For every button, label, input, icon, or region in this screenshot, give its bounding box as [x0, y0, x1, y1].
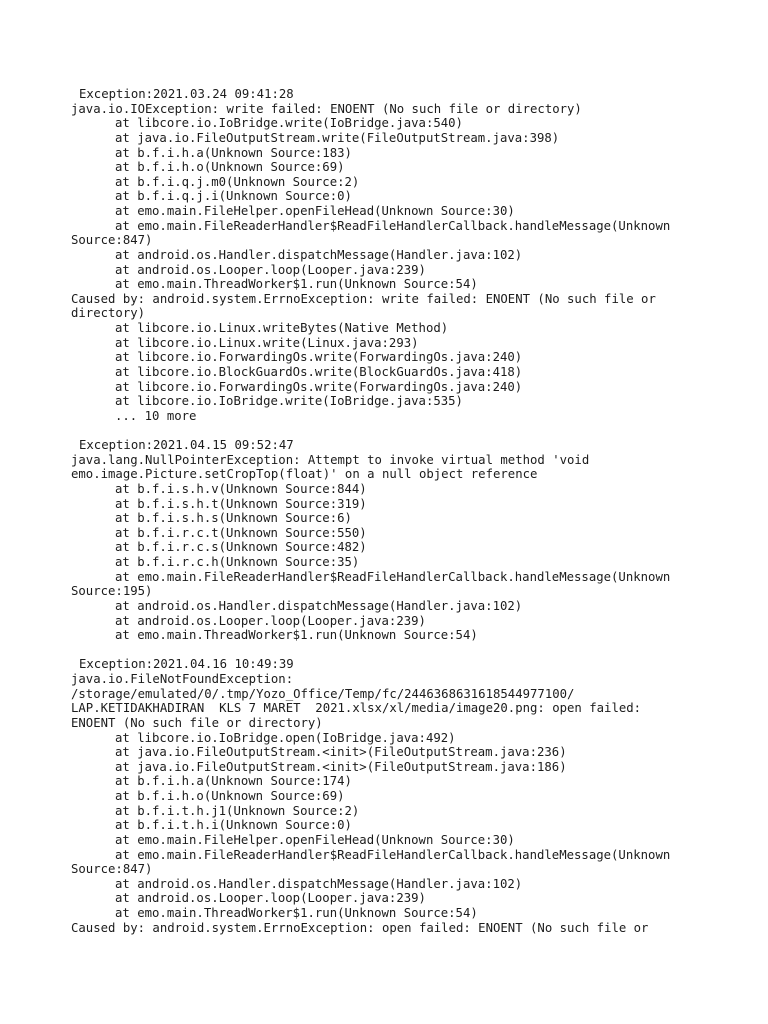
stack-frame-line: at b.f.i.h.o(Unknown Source:69) [115, 160, 345, 175]
stack-frame-line: at libcore.io.IoBridge.write(IoBridge.java:535) [115, 394, 463, 409]
exception-log [71, 87, 761, 935]
stack-frame-line: at libcore.io.Linux.writeBytes(Native Method) [115, 321, 449, 335]
stack-frame-line: at b.f.i.q.j.m0(Unknown Source:2) [115, 174, 360, 189]
exception-message-line: Source:847) [71, 862, 153, 877]
stack-frame-line: at emo.main.ThreadWorker$1.run(Unknown Source:54) [115, 277, 478, 292]
stack-frame-line: at libcore.io.ForwardingOs.write(ForwardingOs.java:240) [115, 350, 523, 365]
exception-message-line: ENOENT (No such file or directory) [71, 715, 323, 730]
exception-entry [71, 438, 761, 643]
stack-frame-line: at b.f.i.s.h.v(Unknown Source:844) [115, 481, 367, 496]
exception-message-line: Caused by: android.system.ErrnoException: open failed: ENOENT (No such file or [71, 920, 649, 935]
stack-frame-line: at libcore.io.BlockGuardOs.write(BlockGuardOs.java:418) [115, 364, 523, 379]
stack-frame-line: at b.f.i.q.j.i(Unknown Source:0) [115, 189, 352, 204]
stack-frame-line: at emo.main.FileReaderHandler$ReadFileHandlerCallback.handleMessage(Unknown [115, 847, 671, 862]
stack-frame-line: at libcore.io.Linux.write(Linux.java:293) [115, 335, 419, 350]
stack-frame-line: at b.f.i.h.a(Unknown Source:174) [115, 774, 352, 789]
stack-frame-line: at android.os.Handler.dispatchMessage(Handler.java:102) [115, 876, 523, 891]
stack-frame-line: at libcore.io.ForwardingOs.write(ForwardingOs.java:240) [115, 379, 523, 394]
stack-frame-line: at b.f.i.r.c.t(Unknown Source:550) [115, 525, 367, 540]
stack-frame-line: at emo.main.ThreadWorker$1.run(Unknown Source:54) [115, 628, 478, 643]
stack-frame-line: at emo.main.FileHelper.openFileHead(Unknown Source:30) [115, 204, 515, 218]
entry-spacer [71, 423, 761, 438]
stack-frame-line: at emo.main.FileHelper.openFileHead(Unknown Source:30) [115, 832, 515, 847]
exception-message-line: java.io.IOException: write failed: ENOENT (No such file or directory) [71, 101, 582, 116]
exception-entry [71, 657, 761, 935]
exception-message-line: Source:195) [71, 584, 153, 599]
exception-message-line: java.lang.NullPointerException: Attempt to invoke virtual method 'void [71, 452, 590, 467]
stack-frame-line: at java.io.FileOutputStream.<init>(FileOutputStream.java:236) [115, 745, 567, 760]
stack-frame-line: at android.os.Handler.dispatchMessage(Handler.java:102) [115, 598, 523, 613]
exception-timestamp: Exception:2021.03.24 09:41:28 [79, 87, 294, 101]
exception-message-line: /storage/emulated/0/.tmp/Yozo_Office/Temp/fc/2446368631618544977100/ [71, 686, 575, 701]
stack-frame-line: at emo.main.ThreadWorker$1.run(Unknown Source:54) [115, 906, 478, 920]
exception-message-line: emo.image.Picture.setCropTop(float)' on a null object reference [71, 467, 538, 482]
stack-frame-line: at b.f.i.t.h.i(Unknown Source:0) [115, 818, 352, 833]
stack-frame-line: at android.os.Handler.dispatchMessage(Handler.java:102) [115, 247, 523, 262]
stack-frame-line: at java.io.FileOutputStream.<init>(FileOutputStream.java:186) [115, 759, 567, 774]
stack-frame-line: at emo.main.FileReaderHandler$ReadFileHandlerCallback.handleMessage(Unknown [115, 218, 671, 233]
entry-spacer [71, 643, 761, 658]
exception-timestamp: Exception:2021.04.15 09:52:47 [79, 438, 294, 452]
exception-message-line: LAP.KETIDAKHADIRAN KLS 7 MARET 2021.xlsx/xl/media/image20.png: open failed: [71, 701, 642, 716]
stack-frame-line: at android.os.Looper.loop(Looper.java:239) [115, 891, 426, 906]
exception-message-line: java.io.FileNotFoundException: [71, 672, 294, 686]
exception-message-line: Source:847) [71, 233, 153, 248]
stack-frame-line: at b.f.i.t.h.j1(Unknown Source:2) [115, 803, 360, 818]
stack-frame-line: at libcore.io.IoBridge.open(IoBridge.java:492) [115, 730, 456, 745]
stack-frame-line: at emo.main.FileReaderHandler$ReadFileHandlerCallback.handleMessage(Unknown [115, 569, 671, 584]
stack-frame-line: at libcore.io.IoBridge.write(IoBridge.java:540) [115, 116, 463, 131]
exception-timestamp: Exception:2021.04.16 10:49:39 [79, 657, 294, 672]
stack-frame-line: ... 10 more [115, 408, 197, 423]
stack-frame-line: at b.f.i.r.c.s(Unknown Source:482) [115, 540, 367, 555]
stack-frame-line: at b.f.i.s.h.t(Unknown Source:319) [115, 496, 367, 511]
stack-frame-line: at b.f.i.h.o(Unknown Source:69) [115, 789, 345, 803]
stack-frame-line: at android.os.Looper.loop(Looper.java:239) [115, 262, 426, 277]
exception-entry [71, 87, 761, 423]
stack-frame-line: at android.os.Looper.loop(Looper.java:239) [115, 613, 426, 628]
exception-message-line: directory) [71, 306, 146, 321]
stack-frame-line: at b.f.i.s.h.s(Unknown Source:6) [115, 511, 352, 526]
stack-frame-line: at java.io.FileOutputStream.write(FileOutputStream.java:398) [115, 130, 560, 145]
stack-frame-line: at b.f.i.h.a(Unknown Source:183) [115, 145, 352, 160]
stack-frame-line: at b.f.i.r.c.h(Unknown Source:35) [115, 555, 360, 569]
exception-message-line: Caused by: android.system.ErrnoException: write failed: ENOENT (No such file or [71, 291, 656, 306]
